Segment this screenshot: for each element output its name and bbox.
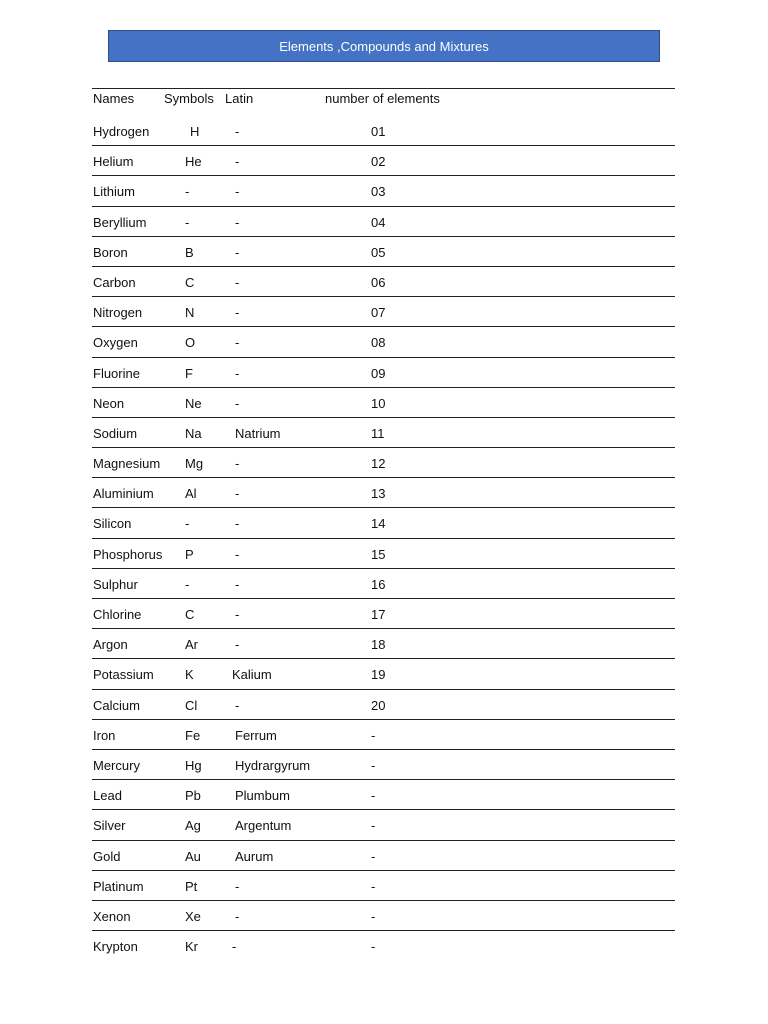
element-number-cell: 06 (371, 274, 386, 290)
element-latin-cell: - (235, 908, 240, 924)
element-symbol-cell: Ar (185, 637, 198, 653)
element-latin-cell: Kalium (232, 667, 272, 683)
element-name-cell: Potassium (93, 667, 154, 683)
element-number-cell: 01 (371, 124, 386, 139)
element-symbol-cell: Ag (185, 818, 201, 834)
element-symbol-cell: K (185, 667, 194, 683)
table-header-row (92, 89, 675, 116)
table-row (92, 780, 675, 810)
table-row (92, 237, 675, 267)
element-latin-cell: - (235, 607, 240, 622)
element-name-cell: Phosphorus (93, 546, 163, 562)
element-latin-cell: - (235, 335, 240, 351)
element-latin-cell: - (235, 154, 240, 170)
element-name-cell: Krypton (93, 939, 138, 955)
element-symbol-cell: P (185, 546, 194, 562)
element-symbol-cell: - (185, 516, 190, 532)
element-number-cell: 08 (371, 335, 386, 351)
element-symbol-cell: Xe (185, 908, 201, 924)
element-number-cell: - (371, 848, 376, 864)
element-symbol-cell: C (185, 274, 195, 290)
element-name-cell: Chlorine (93, 607, 142, 622)
element-name-cell: Iron (93, 727, 116, 743)
table-row (92, 931, 675, 960)
table-row (92, 810, 675, 840)
element-number-cell: 09 (371, 365, 386, 381)
element-name-cell: Mercury (93, 757, 140, 773)
table-row (92, 358, 675, 388)
table-row (92, 720, 675, 750)
element-name-cell: Fluorine (93, 365, 140, 381)
element-number-cell: - (371, 818, 376, 834)
element-name-cell: Carbon (93, 274, 136, 290)
element-latin-cell: - (235, 576, 240, 592)
element-latin-cell: - (235, 305, 240, 321)
element-latin-cell: - (235, 486, 240, 502)
column-header-names: Names (93, 91, 135, 106)
table-row (92, 629, 675, 659)
table-row (92, 508, 675, 538)
element-name-cell: Platinum (93, 878, 144, 894)
table-row (92, 478, 675, 508)
element-symbol-cell: H (190, 124, 200, 139)
element-number-cell: - (371, 939, 376, 955)
element-symbol-cell: C (185, 607, 195, 622)
element-name-cell: Magnesium (93, 456, 161, 472)
document-title (108, 30, 660, 62)
element-symbol-cell: O (185, 335, 196, 351)
element-symbol-cell: F (185, 365, 193, 381)
element-symbol-cell: - (185, 576, 190, 592)
element-number-cell: 11 (371, 425, 385, 441)
element-symbol-cell: Pb (185, 788, 201, 804)
element-number-cell: 20 (371, 697, 386, 713)
elements-table (92, 88, 675, 960)
element-latin-cell: - (232, 939, 237, 955)
element-number-cell: 07 (371, 305, 386, 321)
element-name-cell: Calcium (93, 697, 140, 713)
column-header-number-of-elements: number of elements (325, 91, 440, 106)
element-latin-cell: - (235, 697, 240, 713)
element-latin-cell: Hydrargyrum (235, 757, 311, 773)
table-row (92, 871, 675, 901)
element-latin-cell: - (235, 184, 240, 200)
element-latin-cell: - (235, 274, 240, 290)
table-row (92, 146, 675, 176)
element-latin-cell: - (235, 878, 240, 894)
element-latin-cell: - (235, 244, 240, 260)
element-name-cell: Boron (93, 244, 128, 260)
table-row (92, 297, 675, 327)
table-body (92, 116, 675, 960)
table-row (92, 207, 675, 237)
element-latin-cell: - (235, 516, 240, 532)
element-number-cell: 12 (371, 456, 386, 472)
document-title-text: Elements ,Compounds and Mixtures (279, 38, 489, 54)
table-row (92, 176, 675, 206)
element-symbol-cell: He (185, 154, 202, 170)
element-number-cell: 05 (371, 244, 386, 260)
table-row (92, 750, 675, 780)
element-symbol-cell: Na (185, 425, 202, 441)
element-number-cell: 03 (371, 184, 386, 200)
element-name-cell: Beryllium (93, 214, 147, 230)
element-symbol-cell: Ne (185, 395, 202, 411)
element-name-cell: Xenon (93, 908, 131, 924)
table-row (92, 539, 675, 569)
element-name-cell: Gold (93, 848, 121, 864)
element-number-cell: 16 (371, 576, 386, 592)
element-name-cell: Argon (93, 637, 128, 653)
table-row (92, 569, 675, 599)
table-row (92, 116, 675, 146)
element-latin-cell: Argentum (235, 818, 292, 834)
element-latin-cell: - (235, 214, 240, 230)
element-name-cell: Sulphur (93, 576, 138, 592)
column-header-latin: Latin (225, 91, 254, 106)
element-latin-cell: Aurum (235, 848, 274, 864)
table-row (92, 841, 675, 871)
element-number-cell: - (371, 908, 376, 924)
table-row (92, 599, 675, 629)
element-number-cell: 15 (371, 546, 386, 562)
element-name-cell: Aluminium (93, 486, 154, 502)
element-name-cell: Silicon (93, 516, 132, 532)
table-row (92, 418, 675, 448)
element-latin-cell: - (235, 456, 240, 472)
element-number-cell: 13 (371, 486, 386, 502)
element-symbol-cell: B (185, 244, 194, 260)
element-name-cell: Nitrogen (93, 305, 143, 321)
element-number-cell: - (371, 878, 376, 894)
element-name-cell: Sodium (93, 425, 138, 441)
element-symbol-cell: - (185, 214, 190, 230)
element-symbol-cell: N (185, 305, 195, 321)
element-latin-cell: - (235, 365, 240, 381)
element-symbol-cell: Pt (185, 878, 198, 894)
element-symbol-cell: Al (185, 486, 197, 502)
element-name-cell: Helium (93, 154, 134, 170)
element-latin-cell: - (235, 395, 240, 411)
element-number-cell: 10 (371, 395, 386, 411)
element-symbol-cell: Au (185, 848, 201, 864)
column-header-symbols: Symbols (164, 91, 214, 106)
element-number-cell: - (371, 788, 376, 804)
element-number-cell: 18 (371, 637, 386, 653)
element-name-cell: Oxygen (93, 335, 138, 351)
element-latin-cell: Plumbum (235, 788, 290, 804)
element-symbol-cell: Mg (185, 456, 204, 472)
element-latin-cell: Ferrum (235, 727, 277, 743)
element-number-cell: 02 (371, 154, 386, 170)
element-name-cell: Hydrogen (93, 124, 150, 139)
element-number-cell: 19 (371, 667, 386, 683)
element-number-cell: 04 (371, 214, 386, 230)
element-symbol-cell: - (185, 184, 190, 200)
table-row (92, 448, 675, 478)
element-name-cell: Lithium (93, 184, 135, 200)
table-row (92, 267, 675, 297)
element-number-cell: 14 (371, 516, 386, 532)
element-name-cell: Lead (93, 788, 122, 804)
element-symbol-cell: Cl (185, 697, 198, 713)
element-symbol-cell: Fe (185, 727, 201, 743)
element-latin-cell: - (235, 637, 240, 653)
table-row (92, 659, 675, 689)
element-symbol-cell: Kr (185, 939, 198, 955)
element-latin-cell: Natrium (235, 425, 281, 441)
element-latin-cell: - (235, 546, 240, 562)
element-name-cell: Neon (93, 395, 125, 411)
element-number-cell: - (371, 727, 376, 743)
table-row (92, 901, 675, 931)
element-number-cell: 17 (371, 607, 386, 622)
table-row (92, 690, 675, 720)
element-number-cell: - (371, 757, 376, 773)
table-row (92, 327, 675, 357)
element-symbol-cell: Hg (185, 757, 202, 773)
element-name-cell: Silver (93, 818, 126, 834)
element-latin-cell: - (235, 124, 240, 139)
table-row (92, 388, 675, 418)
